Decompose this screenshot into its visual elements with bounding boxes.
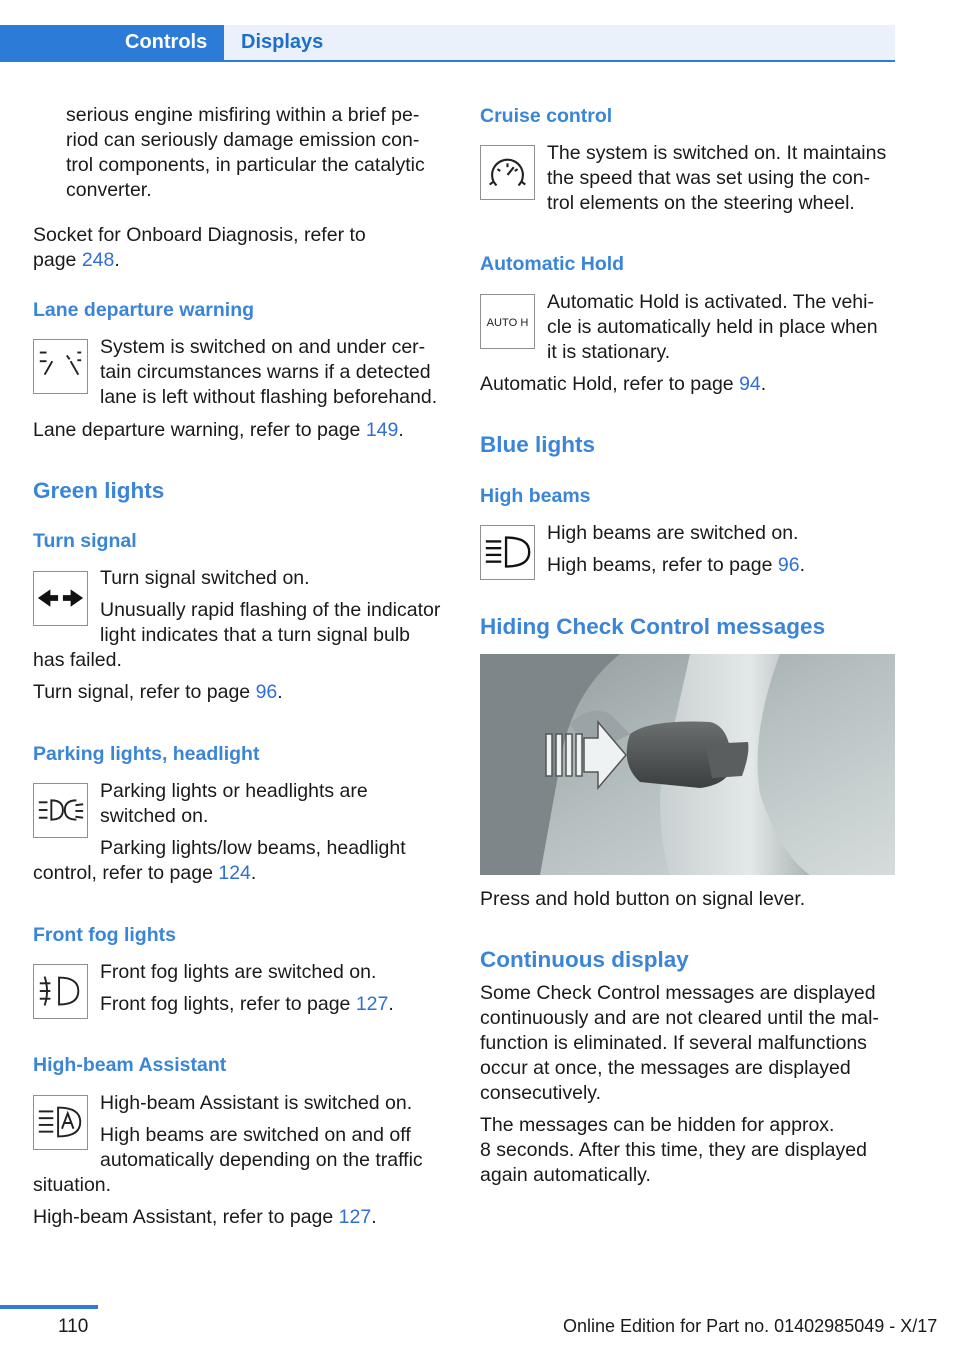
turn-line-2: Unusually rapid flashing of the indicator: [100, 599, 441, 621]
photo-caption: Press and hold button on signal lever.: [480, 888, 806, 910]
cruise-control-icon: [480, 145, 535, 200]
fog-line-1: Front fog lights are switched on.: [100, 961, 377, 983]
turn-line-1: Turn signal switched on.: [100, 567, 310, 589]
turn-signal-heading: Turn signal: [33, 530, 137, 552]
lane-line-2: tain circumstances warns if a detected: [100, 361, 431, 383]
hba-line-3: automatically depending on the traffic: [100, 1149, 423, 1171]
tab-displays[interactable]: Displays: [224, 25, 895, 60]
auto-hold-icon: [480, 294, 535, 349]
turn-line-4: has failed.: [33, 649, 122, 671]
continuous-display-heading: Continuous display: [480, 947, 689, 972]
hba-line-2: High beams are switched on and off: [100, 1124, 411, 1146]
page-link[interactable]: 96: [777, 554, 800, 576]
lane-line-3: lane is left without flashing beforehand.: [100, 386, 438, 408]
turn-signal-icon: [33, 571, 88, 626]
section-tabbar: [0, 25, 895, 62]
intro-line-4: converter.: [66, 179, 152, 201]
intro-line-2: riod can seriously damage emission con‐: [66, 129, 420, 151]
continuous-line-4: occur at once, the messages are displayed: [480, 1057, 851, 1079]
hba-line-4: situation.: [33, 1174, 112, 1196]
high-beams-heading: High beams: [480, 485, 591, 507]
parking-line-3: Parking lights/low beams, headlight: [100, 837, 406, 859]
intro-line-3: trol components, in particular the catalytic: [66, 154, 425, 176]
lane-departure-heading: Lane departure warning: [33, 299, 255, 321]
page-link[interactable]: 149: [365, 419, 399, 441]
continuous-line-2: continuously and are not cleared until the mal‐: [480, 1007, 879, 1029]
page-link[interactable]: 127: [355, 993, 389, 1015]
page-link[interactable]: 94: [739, 373, 761, 395]
cruise-line-3: trol elements on the steering wheel.: [547, 192, 855, 214]
high-beam-assistant-heading: High-beam Assistant: [33, 1054, 227, 1076]
page-number: 110: [58, 1316, 89, 1337]
hba-line-1: High-beam Assistant is switched on.: [100, 1092, 413, 1114]
tab-controls[interactable]: Controls: [0, 25, 224, 60]
cruise-line-1: The system is switched on. It maintains: [547, 142, 887, 164]
page-link[interactable]: 124: [218, 862, 251, 884]
fog-ref: Front fog lights, refer to page 127.: [100, 993, 394, 1015]
continuous-line-5: consecutively.: [480, 1082, 602, 1104]
turn-ref: Turn signal, refer to page 96.: [33, 681, 283, 703]
lane-ref: Lane departure warning, refer to page 149.: [33, 419, 404, 441]
obd-text-1: Socket for Onboard Diagnosis, refer to: [33, 224, 366, 246]
parking-line-1: Parking lights or headlights are: [100, 780, 368, 802]
high-beam-assistant-icon: [33, 1095, 88, 1150]
page-link[interactable]: 96: [255, 681, 278, 703]
continuous-line-1: Some Check Control messages are displayed: [480, 982, 876, 1004]
page-link[interactable]: 248: [81, 249, 115, 271]
parking-lights-heading: Parking lights, headlight: [33, 743, 260, 765]
green-lights-heading: Green lights: [33, 478, 165, 503]
continuous-line-6: The messages can be hidden for approx.: [480, 1114, 835, 1136]
front-fog-heading: Front fog lights: [33, 924, 176, 946]
lane-line-1: System is switched on and under cer‐: [100, 336, 426, 358]
hba-ref: High-beam Assistant, refer to page 127.: [33, 1206, 377, 1228]
front-fog-icon: [33, 964, 88, 1019]
hiding-check-control-heading: Hiding Check Control messages: [480, 614, 826, 639]
highbeams-ref: High beams, refer to page 96.: [547, 554, 806, 576]
automatic-hold-heading: Automatic Hold: [480, 253, 625, 275]
highbeams-line-1: High beams are switched on.: [547, 522, 799, 544]
parking-lights-icon: [33, 783, 88, 838]
turn-line-3: light indicates that a turn signal bulb: [100, 624, 411, 646]
parking-ref: control, refer to page 124.: [33, 862, 257, 884]
parking-line-2: switched on.: [100, 805, 209, 827]
autohold-line-2: cle is automatically held in place when: [547, 316, 878, 338]
intro-line-1: serious engine misfiring within a brief pe‐: [66, 104, 420, 126]
continuous-line-7: 8 seconds. After this time, they are displayed: [480, 1139, 867, 1161]
obd-text-2: page 248.: [33, 249, 120, 271]
continuous-line-3: function is eliminated. If several malfunctions: [480, 1032, 867, 1054]
blue-lights-heading: Blue lights: [480, 432, 596, 457]
high-beams-icon: [480, 525, 535, 580]
autohold-line-1: Automatic Hold is activated. The vehi‐: [547, 291, 874, 313]
lane-departure-icon: [33, 339, 88, 394]
cruise-line-2: the speed that was set using the con‐: [547, 167, 871, 189]
signal-lever-photo: [480, 654, 895, 875]
page-link[interactable]: 127: [338, 1206, 372, 1228]
footer-accent-line: [0, 1305, 98, 1309]
edition-note: Online Edition for Part no. 01402985049 - X/17: [563, 1316, 938, 1336]
autohold-line-3: it is stationary.: [547, 341, 671, 363]
continuous-line-8: again automatically.: [480, 1164, 651, 1186]
auto-hold-icon-text: AUTO H: [486, 316, 529, 329]
autohold-ref: Automatic Hold, refer to page 94.: [480, 373, 767, 395]
cruise-control-heading: Cruise control: [480, 105, 613, 127]
